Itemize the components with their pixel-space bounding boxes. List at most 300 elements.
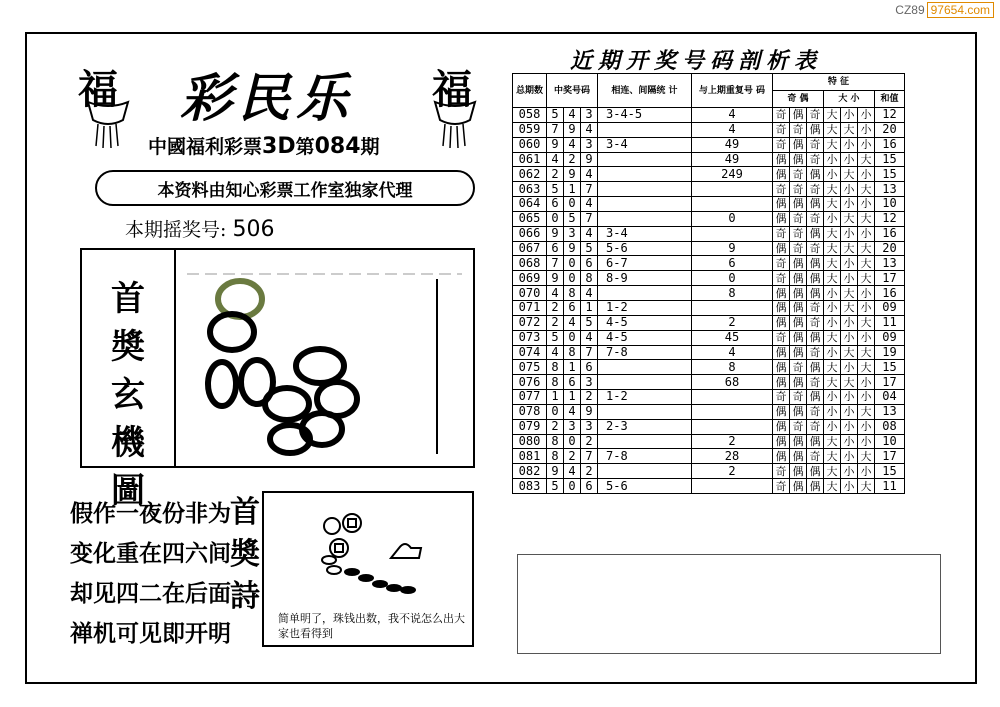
cell-feature: 大 xyxy=(824,137,841,152)
table-row xyxy=(513,345,905,360)
cell-digit: 4 xyxy=(581,286,598,301)
cell-period: 072 xyxy=(513,315,547,330)
cell-relation xyxy=(598,167,692,182)
cell-feature: 小 xyxy=(858,464,875,479)
cell-digit: 9 xyxy=(564,241,581,256)
cell-digit: 0 xyxy=(564,256,581,271)
cell-feature: 小 xyxy=(841,419,858,434)
cell-feature: 小 xyxy=(841,449,858,464)
table-row xyxy=(513,479,905,494)
cell-digit: 9 xyxy=(581,404,598,419)
cell-feature: 大 xyxy=(824,122,841,137)
cell-feature: 奇 xyxy=(773,182,790,197)
table-body xyxy=(513,108,905,494)
cell-repeat xyxy=(692,419,773,434)
cell-feature: 偶 xyxy=(790,404,807,419)
cell-relation: 1-2 xyxy=(598,300,692,315)
cell-digit: 7 xyxy=(547,256,564,271)
cell-feature: 奇 xyxy=(773,256,790,271)
cell-relation xyxy=(598,434,692,449)
cell-feature: 奇 xyxy=(773,390,790,405)
cell-period: 082 xyxy=(513,464,547,479)
cell-digit: 9 xyxy=(547,226,564,241)
cell-digit: 1 xyxy=(564,182,581,197)
poem-line: 却见四二在后面 xyxy=(70,581,231,607)
cell-digit: 8 xyxy=(547,449,564,464)
cell-digit: 5 xyxy=(547,182,564,197)
cell-digit: 1 xyxy=(547,390,564,405)
cell-feature: 偶 xyxy=(790,108,807,123)
cell-digit: 3 xyxy=(581,108,598,123)
cell-digit: 2 xyxy=(547,300,564,315)
header-oddeven: 奇 偶 xyxy=(773,91,824,108)
cell-feature: 偶 xyxy=(790,375,807,390)
cell-feature: 大 xyxy=(858,315,875,330)
poem-title-char: 奬 xyxy=(230,537,260,572)
cell-feature: 小 xyxy=(824,315,841,330)
cell-digit: 9 xyxy=(564,122,581,137)
cell-period: 069 xyxy=(513,271,547,286)
cell-sum: 13 xyxy=(875,256,905,271)
cell-digit: 8 xyxy=(547,434,564,449)
draw-number: 506 xyxy=(232,217,275,242)
cell-feature: 大 xyxy=(824,330,841,345)
cell-digit: 7 xyxy=(581,345,598,360)
cell-feature: 偶 xyxy=(807,286,824,301)
cell-repeat: 45 xyxy=(692,330,773,345)
cell-feature: 大 xyxy=(858,271,875,286)
table-row xyxy=(513,108,905,123)
cell-relation: 1-2 xyxy=(598,390,692,405)
cell-relation: 3-4-5 xyxy=(598,108,692,123)
cell-feature: 大 xyxy=(824,479,841,494)
header-sum: 和值 xyxy=(875,91,905,108)
cell-relation xyxy=(598,286,692,301)
cell-digit: 2 xyxy=(581,434,598,449)
cell-feature: 奇 xyxy=(790,211,807,226)
cell-sum: 08 xyxy=(875,419,905,434)
cell-digit: 4 xyxy=(564,404,581,419)
cell-feature: 奇 xyxy=(790,390,807,405)
cell-digit: 2 xyxy=(581,390,598,405)
cell-feature: 小 xyxy=(841,434,858,449)
cell-feature: 小 xyxy=(841,108,858,123)
cell-feature: 偶 xyxy=(773,300,790,315)
cell-feature: 偶 xyxy=(807,122,824,137)
cell-feature: 偶 xyxy=(773,375,790,390)
cell-period: 065 xyxy=(513,211,547,226)
header-bigsmall: 大 小 xyxy=(824,91,875,108)
cell-relation xyxy=(598,360,692,375)
cell-digit: 0 xyxy=(564,479,581,494)
cell-repeat xyxy=(692,479,773,494)
cell-feature: 小 xyxy=(841,404,858,419)
cell-digit: 3 xyxy=(581,375,598,390)
cell-feature: 偶 xyxy=(807,360,824,375)
cell-feature: 奇 xyxy=(790,241,807,256)
cell-feature: 偶 xyxy=(790,315,807,330)
cell-repeat: 2 xyxy=(692,434,773,449)
cell-feature: 偶 xyxy=(790,345,807,360)
cell-feature: 小 xyxy=(824,345,841,360)
cell-digit: 4 xyxy=(547,286,564,301)
cell-digit: 3 xyxy=(581,137,598,152)
cell-digit: 4 xyxy=(581,330,598,345)
cell-sum: 17 xyxy=(875,449,905,464)
cell-feature: 偶 xyxy=(773,241,790,256)
cell-feature: 小 xyxy=(824,286,841,301)
cell-digit: 1 xyxy=(564,390,581,405)
cell-feature: 小 xyxy=(858,167,875,182)
cell-feature: 偶 xyxy=(807,197,824,212)
main-title: 彩民乐 xyxy=(180,68,355,129)
cell-repeat: 2 xyxy=(692,464,773,479)
cell-sum: 11 xyxy=(875,315,905,330)
subtitle-issue: 084 xyxy=(314,134,361,159)
cell-period: 080 xyxy=(513,434,547,449)
cell-feature: 奇 xyxy=(807,449,824,464)
cell-period: 066 xyxy=(513,226,547,241)
cell-feature: 大 xyxy=(841,300,858,315)
cell-feature: 偶 xyxy=(773,211,790,226)
cell-digit: 6 xyxy=(581,360,598,375)
cell-feature: 奇 xyxy=(807,152,824,167)
poem-line: 禅机可见即开明 xyxy=(70,621,231,647)
table-row xyxy=(513,434,905,449)
cell-period: 079 xyxy=(513,419,547,434)
poem-title-char: 首 xyxy=(230,495,260,530)
cell-period: 081 xyxy=(513,449,547,464)
table-row xyxy=(513,271,905,286)
cell-feature: 偶 xyxy=(807,479,824,494)
cell-digit: 0 xyxy=(547,211,564,226)
cell-period: 077 xyxy=(513,390,547,405)
header-features: 特 征 xyxy=(773,74,905,91)
cell-repeat: 8 xyxy=(692,286,773,301)
table-row xyxy=(513,241,905,256)
table-title: 近期开奖号码剖析表 xyxy=(570,48,823,74)
cell-repeat: 68 xyxy=(692,375,773,390)
cell-relation: 3-4 xyxy=(598,137,692,152)
cell-digit: 2 xyxy=(547,419,564,434)
cell-repeat: 6 xyxy=(692,256,773,271)
cell-digit: 3 xyxy=(564,419,581,434)
cell-sum: 17 xyxy=(875,271,905,286)
cell-feature: 小 xyxy=(841,137,858,152)
cell-digit: 8 xyxy=(564,345,581,360)
cell-feature: 小 xyxy=(841,226,858,241)
table-row xyxy=(513,390,905,405)
cell-feature: 小 xyxy=(841,330,858,345)
cell-digit: 4 xyxy=(547,345,564,360)
cell-feature: 小 xyxy=(841,152,858,167)
cell-feature: 小 xyxy=(858,330,875,345)
table-row xyxy=(513,449,905,464)
cell-digit: 9 xyxy=(581,152,598,167)
cell-repeat xyxy=(692,300,773,315)
cell-period: 083 xyxy=(513,479,547,494)
cell-relation: 2-3 xyxy=(598,419,692,434)
cell-feature: 偶 xyxy=(773,449,790,464)
cell-period: 076 xyxy=(513,375,547,390)
cell-relation xyxy=(598,211,692,226)
cell-feature: 小 xyxy=(841,479,858,494)
cell-feature: 奇 xyxy=(807,404,824,419)
cell-feature: 大 xyxy=(858,479,875,494)
cell-digit: 4 xyxy=(547,152,564,167)
watermark xyxy=(895,3,994,17)
cell-digit: 5 xyxy=(547,330,564,345)
cell-feature: 偶 xyxy=(807,330,824,345)
cell-digit: 5 xyxy=(581,315,598,330)
cell-relation xyxy=(598,197,692,212)
cell-sum: 15 xyxy=(875,152,905,167)
cell-repeat: 2 xyxy=(692,315,773,330)
table-row xyxy=(513,167,905,182)
cell-feature: 大 xyxy=(858,182,875,197)
cell-digit: 0 xyxy=(547,404,564,419)
table-row xyxy=(513,256,905,271)
cell-sum: 16 xyxy=(875,226,905,241)
cell-feature: 偶 xyxy=(790,286,807,301)
cell-feature: 大 xyxy=(858,345,875,360)
cell-sum: 12 xyxy=(875,211,905,226)
cell-digit: 2 xyxy=(547,167,564,182)
cell-digit: 4 xyxy=(581,167,598,182)
cell-repeat xyxy=(692,182,773,197)
prize-poem xyxy=(70,494,231,654)
cell-feature: 偶 xyxy=(773,404,790,419)
cell-feature: 偶 xyxy=(807,390,824,405)
cell-repeat: 49 xyxy=(692,137,773,152)
cell-period: 070 xyxy=(513,286,547,301)
cell-period: 073 xyxy=(513,330,547,345)
cell-feature: 奇 xyxy=(773,464,790,479)
cell-feature: 奇 xyxy=(790,419,807,434)
cell-feature: 奇 xyxy=(790,182,807,197)
cell-repeat: 0 xyxy=(692,271,773,286)
cell-sum: 16 xyxy=(875,286,905,301)
cell-digit: 6 xyxy=(564,375,581,390)
cell-feature: 小 xyxy=(824,152,841,167)
cell-relation: 5-6 xyxy=(598,241,692,256)
cell-repeat xyxy=(692,226,773,241)
cell-digit: 4 xyxy=(564,315,581,330)
cell-feature: 偶 xyxy=(773,315,790,330)
cell-digit: 9 xyxy=(547,464,564,479)
cell-feature: 偶 xyxy=(790,271,807,286)
cell-digit: 3 xyxy=(564,226,581,241)
table-row xyxy=(513,226,905,241)
cell-feature: 小 xyxy=(858,286,875,301)
cell-feature: 奇 xyxy=(773,108,790,123)
header-period: 总期数 xyxy=(513,74,547,108)
cell-feature: 奇 xyxy=(790,122,807,137)
watermark-code: CZ89 xyxy=(895,3,925,17)
cell-sum: 20 xyxy=(875,122,905,137)
cell-feature: 大 xyxy=(824,464,841,479)
cell-repeat: 249 xyxy=(692,167,773,182)
cell-period: 063 xyxy=(513,182,547,197)
cell-digit: 4 xyxy=(581,122,598,137)
cell-feature: 奇 xyxy=(773,330,790,345)
cell-repeat: 4 xyxy=(692,108,773,123)
cell-feature: 大 xyxy=(824,226,841,241)
cell-relation: 8-9 xyxy=(598,271,692,286)
cell-feature: 小 xyxy=(841,315,858,330)
cell-feature: 大 xyxy=(824,256,841,271)
cell-feature: 奇 xyxy=(807,108,824,123)
cell-feature: 偶 xyxy=(790,152,807,167)
poem-title xyxy=(228,492,262,618)
cell-relation: 3-4 xyxy=(598,226,692,241)
cell-sum: 16 xyxy=(875,137,905,152)
cell-digit: 8 xyxy=(547,375,564,390)
cell-feature: 大 xyxy=(858,152,875,167)
cell-repeat: 4 xyxy=(692,122,773,137)
cell-sum: 13 xyxy=(875,404,905,419)
cell-feature: 大 xyxy=(858,211,875,226)
cell-period: 068 xyxy=(513,256,547,271)
cell-digit: 4 xyxy=(564,108,581,123)
cell-feature: 小 xyxy=(858,137,875,152)
cell-feature: 小 xyxy=(858,375,875,390)
puzzle-title-char: 圖 xyxy=(111,471,145,511)
table-row xyxy=(513,211,905,226)
puzzle-box-title xyxy=(100,275,156,515)
cell-feature: 奇 xyxy=(807,315,824,330)
header-relation: 相连、间隔统 计 xyxy=(598,74,692,108)
cell-feature: 偶 xyxy=(773,167,790,182)
cell-feature: 奇 xyxy=(807,241,824,256)
subtitle-suffix: 期 xyxy=(360,136,380,158)
cell-feature: 大 xyxy=(841,345,858,360)
coin-caption: 简单明了，珠钱出数，我不说怎么出大家也看得到 xyxy=(278,612,465,640)
cell-feature: 偶 xyxy=(807,256,824,271)
cell-feature: 小 xyxy=(824,211,841,226)
table-row xyxy=(513,464,905,479)
cell-feature: 大 xyxy=(841,122,858,137)
table-row xyxy=(513,404,905,419)
cell-feature: 奇 xyxy=(807,137,824,152)
cell-digit: 4 xyxy=(564,137,581,152)
poem-line: 假作一夜份非为 xyxy=(70,501,231,527)
cell-digit: 3 xyxy=(581,419,598,434)
cell-feature: 偶 xyxy=(807,167,824,182)
cell-feature: 偶 xyxy=(773,434,790,449)
cell-feature: 大 xyxy=(841,167,858,182)
table-row xyxy=(513,152,905,167)
cell-period: 062 xyxy=(513,167,547,182)
cell-feature: 奇 xyxy=(807,300,824,315)
cell-digit: 6 xyxy=(581,479,598,494)
cell-feature: 偶 xyxy=(773,197,790,212)
cell-sum: 17 xyxy=(875,375,905,390)
cell-digit: 4 xyxy=(581,197,598,212)
cell-feature: 偶 xyxy=(790,197,807,212)
cell-digit: 2 xyxy=(564,152,581,167)
cell-feature: 偶 xyxy=(773,360,790,375)
cell-relation: 7-8 xyxy=(598,345,692,360)
cell-sum: 13 xyxy=(875,182,905,197)
table-row xyxy=(513,315,905,330)
cell-sum: 19 xyxy=(875,345,905,360)
cell-relation xyxy=(598,152,692,167)
cell-feature: 大 xyxy=(824,360,841,375)
subtitle-issue-label: 第 xyxy=(295,136,315,158)
cell-feature: 奇 xyxy=(807,375,824,390)
cell-digit: 8 xyxy=(547,360,564,375)
cell-digit: 4 xyxy=(564,464,581,479)
cell-feature: 小 xyxy=(858,434,875,449)
cell-feature: 偶 xyxy=(790,256,807,271)
cell-period: 078 xyxy=(513,404,547,419)
cell-feature: 偶 xyxy=(790,330,807,345)
cell-digit: 6 xyxy=(547,241,564,256)
cell-repeat xyxy=(692,404,773,419)
cell-sum: 04 xyxy=(875,390,905,405)
cell-feature: 小 xyxy=(841,360,858,375)
cell-digit: 6 xyxy=(547,197,564,212)
cell-period: 060 xyxy=(513,137,547,152)
cell-feature: 大 xyxy=(841,375,858,390)
cell-relation xyxy=(598,182,692,197)
cell-feature: 大 xyxy=(841,241,858,256)
cell-digit: 2 xyxy=(547,315,564,330)
cell-sum: 09 xyxy=(875,300,905,315)
cell-feature: 偶 xyxy=(807,226,824,241)
bead-puzzle-image xyxy=(182,254,467,459)
table-row xyxy=(513,360,905,375)
cell-digit: 1 xyxy=(581,300,598,315)
cell-repeat: 4 xyxy=(692,345,773,360)
table-row xyxy=(513,375,905,390)
cell-feature: 奇 xyxy=(773,137,790,152)
cell-feature: 奇 xyxy=(807,345,824,360)
header-number: 中奖号码 xyxy=(547,74,598,108)
cell-feature: 偶 xyxy=(790,137,807,152)
fu-right: 福 xyxy=(432,66,472,113)
cell-feature: 小 xyxy=(841,464,858,479)
fu-left: 福 xyxy=(78,66,118,113)
cell-digit: 0 xyxy=(564,197,581,212)
cell-feature: 小 xyxy=(858,390,875,405)
cell-feature: 奇 xyxy=(807,419,824,434)
cell-sum: 10 xyxy=(875,434,905,449)
cell-relation xyxy=(598,122,692,137)
cell-relation xyxy=(598,375,692,390)
cell-repeat: 49 xyxy=(692,152,773,167)
cell-feature: 大 xyxy=(858,449,875,464)
box-divider xyxy=(174,250,176,466)
cell-relation: 5-6 xyxy=(598,479,692,494)
cell-digit: 5 xyxy=(547,108,564,123)
cell-feature: 偶 xyxy=(773,152,790,167)
cell-feature: 大 xyxy=(858,404,875,419)
cell-feature: 奇 xyxy=(807,182,824,197)
table-row xyxy=(513,330,905,345)
cell-digit: 7 xyxy=(547,122,564,137)
cell-digit: 7 xyxy=(581,182,598,197)
cell-digit: 1 xyxy=(564,360,581,375)
cell-digit: 6 xyxy=(564,300,581,315)
cell-feature: 偶 xyxy=(790,300,807,315)
cell-feature: 偶 xyxy=(790,464,807,479)
cell-digit: 0 xyxy=(564,330,581,345)
poem-title-char: 詩 xyxy=(230,579,260,614)
cell-period: 071 xyxy=(513,300,547,315)
cell-period: 067 xyxy=(513,241,547,256)
